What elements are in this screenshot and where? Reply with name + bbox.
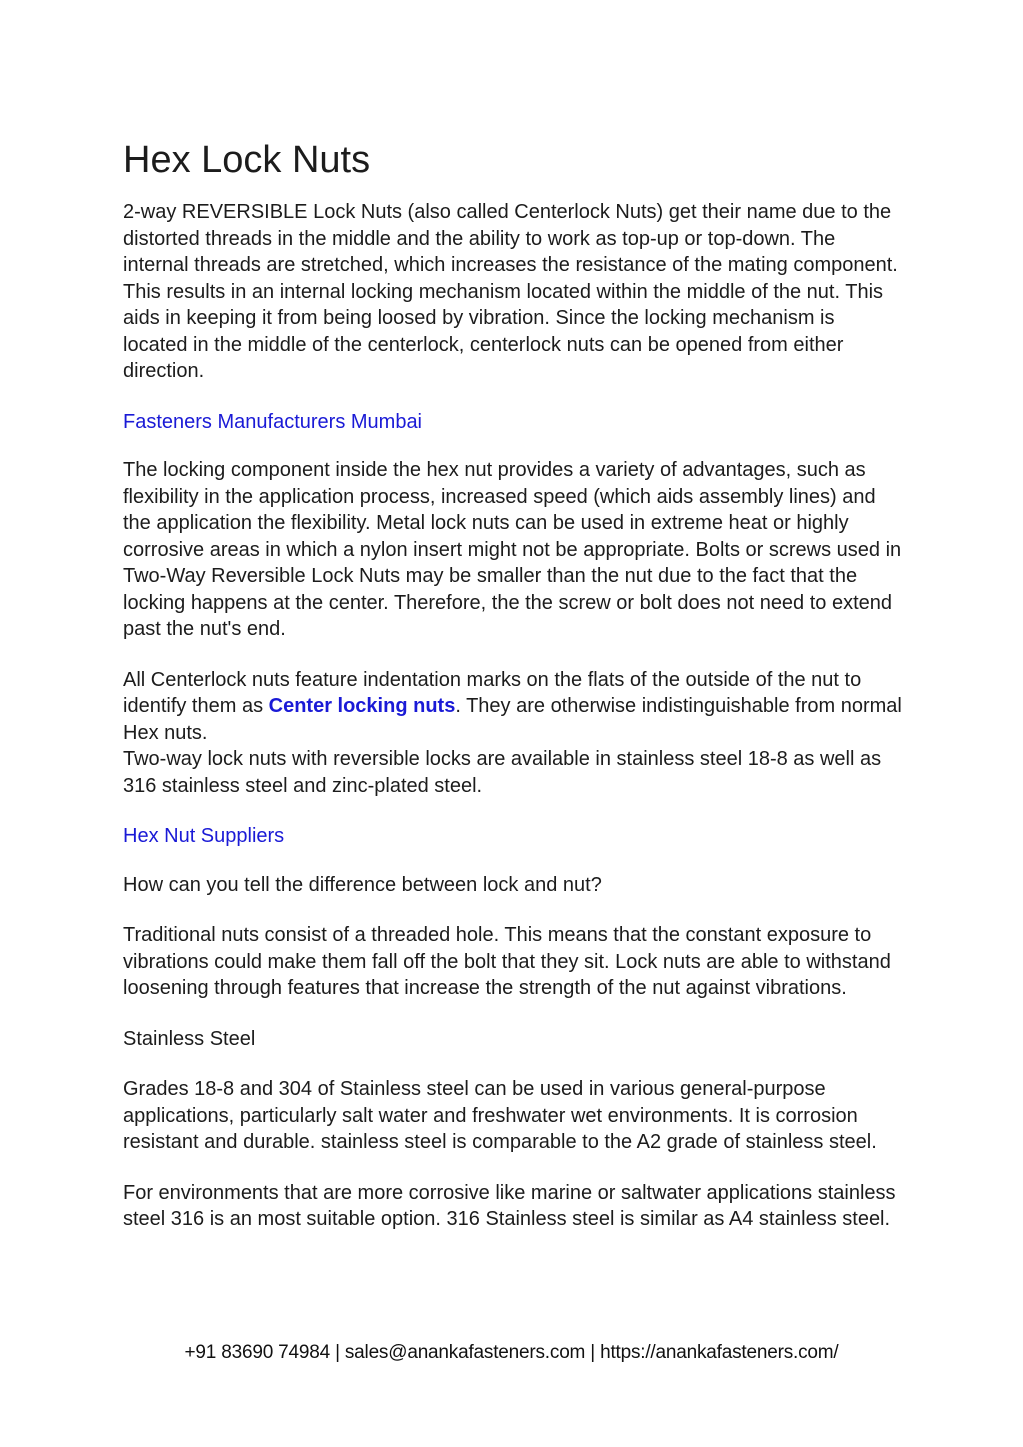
question-heading: How can you tell the difference between lock and nut? (123, 873, 602, 896)
link-fasteners-manufacturers-mumbai[interactable]: Fasteners Manufacturers Mumbai (123, 410, 423, 433)
footer-contact: +91 83690 74984 | sales@anankafasteners.com | https://anankafasteners.com/ (184, 1342, 839, 1363)
identification-paragraph (123, 667, 903, 800)
identification-line2: Two-way lock nuts with reversible locks are available in stainless steel 18-8 as well as 316 stainless steel and zinc-plated steel. (123, 748, 882, 797)
stainless-steel-heading: Stainless Steel (123, 1027, 256, 1050)
traditional-nuts-paragraph: Traditional nuts consist of a threaded hole. This means that the constant exposure to vibrations could make them fall off the bolt that they sit. Lock nuts are able to withstand loosening through features that increase the strength of the nut against vibrations. (123, 924, 891, 999)
page-title: Hex Lock Nuts (123, 139, 371, 181)
environments-paragraph: For environments that are more corrosive like marine or saltwater applications stainless steel 316 is an most suitable option. 316 Stainless steel is similar as A4 stainless steel. (123, 1181, 896, 1230)
link-hex-nut-suppliers[interactable]: Hex Nut Suppliers (123, 825, 285, 847)
grades-paragraph: Grades 18-8 and 304 of Stainless steel can be used in various general-purpose applications, particularly salt water and freshwater wet environments. It is corrosion resistant and durable. stainless steel is comparable to the A2 grade of stainless steel. (123, 1078, 877, 1153)
link-center-locking-nuts[interactable]: Center locking nuts (268, 695, 456, 717)
identification-text-after: . They are otherwise indistinguishable from normal Hex nuts. (123, 695, 902, 744)
identification-text-before: All Centerlock nuts feature indentation marks on the flats of the outside of the nut to identify them as (123, 668, 862, 717)
advantages-paragraph: The locking component inside the hex nut provides a variety of advantages, such as flexibility in the application process, increased speed (which aids assembly lines) and the application the flexibility. Metal lock nuts can be used in extreme heat or highly corrosive areas in which a nylon insert might not be appropriate. Bolts or screws used in Two-Way Reversible Lock Nuts may be smaller than the nut due to the fact that the locking happens at the center. Therefore, the the screw or bolt does not need to extend past the nut's end. (123, 459, 902, 640)
intro-paragraph: 2-way REVERSIBLE Lock Nuts (also called Centerlock Nuts) get their name due to the distorted threads in the middle and the ability to work as top-up or top-down. The internal threads are stretched, which increases the resistance of the mating component. This results in an internal locking mechanism located within the middle of the nut. This aids in keeping it from being loosed by vibration. Since the locking mechanism is located in the middle of the centerlock, centerlock nuts can be opened from either direction. (123, 201, 898, 382)
